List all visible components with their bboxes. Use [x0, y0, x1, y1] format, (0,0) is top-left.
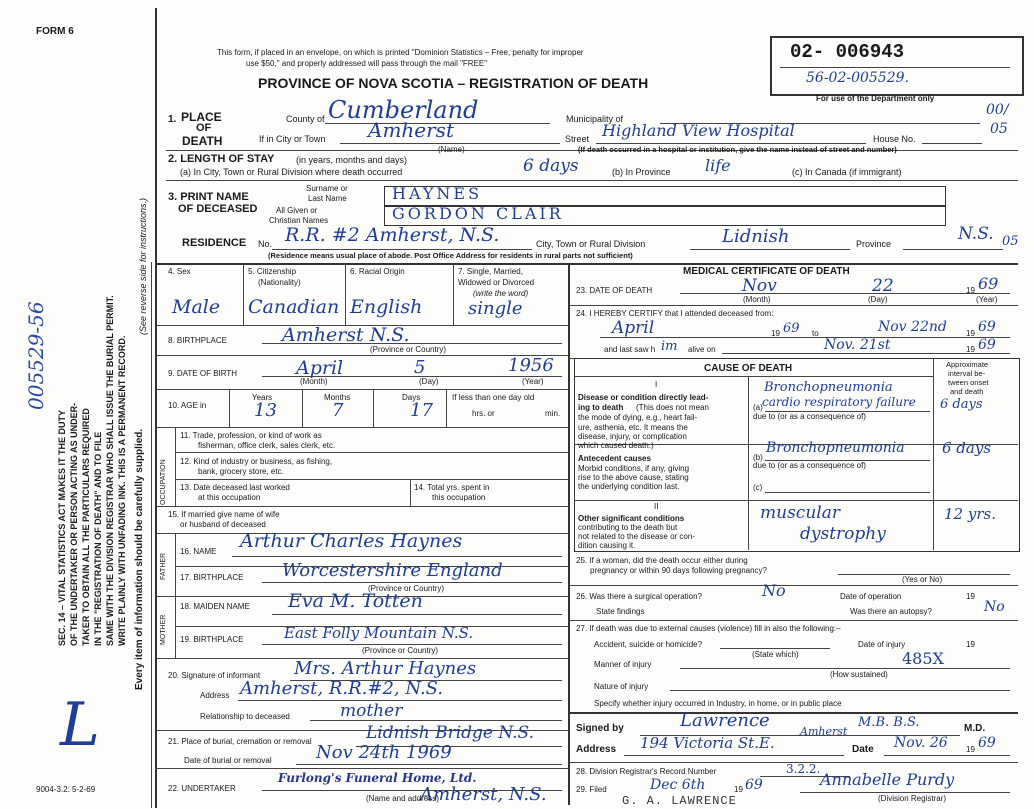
age-label: 10. AGE in	[168, 401, 207, 410]
min-label: min.	[545, 409, 561, 418]
stay-b-value[interactable]: life	[705, 156, 731, 175]
father-bp[interactable]: Worcestershire England	[282, 560, 503, 581]
age-years-label: Years	[252, 393, 273, 402]
code-3: 05	[1002, 234, 1019, 249]
name-label-1: 3. PRINT NAME	[168, 191, 249, 203]
residence-province-label: Province	[856, 239, 892, 249]
city-value[interactable]: Amherst	[368, 118, 454, 142]
sig-date[interactable]: Nov. 26	[894, 735, 948, 751]
mother-name-label: 18. MAIDEN NAME	[180, 602, 250, 611]
dob-label: 9. DATE OF BIRTH	[168, 369, 238, 378]
residence-city-label: City, Town or Rural Division	[536, 239, 646, 249]
county-label: County of	[286, 114, 325, 124]
relationship-value[interactable]: mother	[340, 701, 403, 721]
findings-label: State findings	[596, 607, 645, 616]
father-name-line	[232, 556, 562, 557]
cause-h0	[574, 376, 933, 377]
death-day[interactable]: 22	[872, 276, 894, 296]
mother-side-label: MOTHER	[160, 614, 167, 645]
s1-label-death: DEATH	[182, 134, 223, 148]
form-left-border	[155, 8, 157, 808]
undertaker-stamp: Furlong's Funeral Home, Ltd.	[278, 771, 477, 785]
other-cause-2[interactable]: dystrophy	[800, 524, 886, 544]
q11-line-2: fisherman, office clerk, sales clerk, etc.	[198, 441, 336, 450]
form-number: FORM 6	[36, 26, 74, 37]
rule-r1	[568, 305, 1018, 306]
birthplace-line	[262, 343, 562, 344]
accident-label: Accident, suicide or homicide?	[594, 640, 703, 649]
racial-value[interactable]: English	[350, 296, 423, 318]
death-date-line	[680, 293, 1010, 294]
rule-l5	[175, 452, 568, 453]
burial-place[interactable]: Lidnish Bridge N.S.	[366, 723, 534, 743]
cause-c-label: (c)	[753, 483, 763, 492]
dob-month[interactable]: April	[296, 357, 344, 379]
disease-7: which caused death.)	[578, 441, 654, 450]
death-month[interactable]: Nov	[742, 276, 777, 296]
last-seen-label-2: alive on	[688, 345, 716, 354]
father-bp-label: 17. BIRTHPLACE	[180, 573, 244, 582]
last-year[interactable]: 69	[978, 337, 996, 353]
approx-3: tween onset	[948, 378, 989, 387]
op-year: 19	[966, 592, 975, 601]
surname-label-1: Surname or	[306, 184, 348, 193]
residence-label: RESIDENCE	[182, 237, 247, 249]
residence-province[interactable]: N.S.	[958, 224, 994, 244]
rule-l4	[155, 427, 568, 428]
residence-division[interactable]: Lidnish	[722, 226, 790, 247]
undertaker-line	[262, 790, 562, 791]
dept-use-note: For use of the Department only	[816, 94, 935, 103]
rule-r4	[568, 620, 1018, 621]
injury-date-label: Date of injury	[858, 640, 906, 649]
street-label: Street	[565, 134, 590, 144]
other-1: Other significant conditions	[578, 514, 685, 523]
q15-line-1: 15. If married give name of wife	[168, 510, 280, 519]
op-date-label: Date of operation	[840, 592, 902, 601]
racial-label: 6. Racial Origin	[350, 267, 405, 276]
father-v	[175, 533, 176, 596]
less-than-day-label: If less than one day old	[452, 393, 535, 402]
interval-a[interactable]: 6 days	[940, 397, 983, 412]
burial-label: 21. Place of burial, cremation or removal	[168, 737, 312, 746]
cause-c-line	[765, 492, 930, 493]
attend-line	[600, 337, 1010, 338]
how-sustained-caption: (How sustained)	[830, 670, 888, 679]
age-days[interactable]: 17	[410, 400, 433, 421]
disease-1: Disease or condition directly lead-	[578, 393, 709, 402]
stay-sub: (in years, months and days)	[296, 155, 408, 165]
q15-line-2: or husband of deceased	[180, 520, 266, 529]
other-cause-1[interactable]: muscular	[760, 503, 840, 523]
initials-mark: L	[60, 690, 100, 760]
nature-line	[670, 690, 1010, 691]
house-line	[922, 143, 982, 144]
marital-value[interactable]: single	[468, 298, 523, 319]
father-name-label: 16. NAME	[180, 547, 217, 556]
age-days-label: Days	[402, 393, 421, 402]
physician-qual[interactable]: M.B. B.S.	[858, 715, 920, 730]
stay-label: 2. LENGTH OF STAY	[168, 153, 275, 165]
cause-a2[interactable]: cardio respiratory failure	[762, 395, 916, 409]
rule-stay	[166, 180, 1018, 181]
hrs-label: hrs. or	[472, 409, 495, 418]
rule-r5	[568, 712, 1018, 714]
death-day-caption: (Day)	[868, 295, 888, 304]
s1-label-place: PLACE	[181, 110, 222, 124]
relationship-label: Relationship to deceased	[200, 712, 290, 721]
stay-a-value[interactable]: 6 days	[523, 156, 579, 176]
province-line	[903, 249, 1003, 250]
relationship-line	[310, 720, 562, 721]
mother-v	[175, 596, 176, 658]
last-seen-line	[722, 353, 1010, 354]
father-bp-caption: (Province or Country)	[368, 584, 445, 593]
q14-line-1: 14. Total yrs. spent in	[414, 483, 490, 492]
signed-label: Signed by	[576, 723, 624, 734]
manner-label: Manner of injury	[594, 660, 652, 669]
filed-label: 29. Filed	[576, 785, 607, 794]
approx-2: interval be-	[948, 369, 986, 378]
last-year-prefix: 19	[966, 345, 975, 354]
to-label: to	[812, 329, 819, 338]
informant-signature[interactable]: Mrs. Arthur Haynes	[294, 658, 477, 679]
given-label-2: Christian Names	[269, 216, 329, 225]
cause-a-label: (a)	[753, 403, 763, 412]
cause-b[interactable]: Bronchopneumonia	[766, 440, 905, 456]
disease-4: the mode of dying, e.g., heart fail-	[578, 413, 698, 422]
occupation-side-label: OCCUPATION	[160, 459, 167, 505]
father-bp-line	[262, 582, 562, 583]
name-label-2: OF DECEASED	[178, 203, 258, 215]
q13-line-2: at this occupation	[198, 493, 261, 502]
death-month-caption: (Month)	[743, 295, 771, 304]
accident-line	[720, 648, 830, 649]
sig-address-line	[624, 755, 844, 756]
burial-date-label: Date of burial or removal	[184, 756, 272, 765]
roman-i: I	[655, 380, 658, 389]
rule-l7	[155, 506, 568, 507]
cause-a[interactable]: Bronchopneumonia	[764, 380, 893, 395]
roman-ii: II	[654, 502, 659, 511]
cause-heading: CAUSE OF DEATH	[704, 363, 793, 374]
age-months-label: Months	[324, 393, 351, 402]
print-code: 9004-3.2: 5-2-69	[36, 785, 96, 794]
left-handwritten-number: 005529-56	[24, 301, 48, 410]
reg-number: 02- 006943	[790, 41, 905, 63]
dob-day[interactable]: 5	[414, 357, 426, 378]
sig-date-line	[884, 755, 1010, 756]
age-years[interactable]: 13	[254, 400, 277, 421]
filed-date[interactable]: Dec 6th	[650, 777, 706, 793]
sidebar-rule	[151, 262, 152, 808]
manner-value[interactable]: 485X	[902, 649, 944, 668]
dob-day-caption: (Day)	[419, 377, 439, 386]
disease-5: ure, asthenia, etc. It means the	[578, 423, 688, 432]
attend-from[interactable]: April	[612, 318, 655, 338]
yes-no-caption: (Yes or No)	[902, 575, 943, 584]
age-v2	[302, 389, 303, 427]
sig-address[interactable]: 194 Victoria St.E.	[640, 734, 775, 752]
municipality-label: Municipality of	[566, 114, 624, 124]
due-to-1: due to (or as a consequence of)	[753, 412, 866, 421]
street-value[interactable]: Highland View Hospital	[602, 121, 795, 140]
sig-date-year[interactable]: 69	[978, 735, 996, 751]
age-v3	[373, 389, 374, 427]
surgical-label: 26. Was there a surgical operation?	[576, 592, 702, 601]
record-number[interactable]: 3.2.2.	[786, 762, 821, 776]
rule-l2	[155, 355, 568, 356]
given-label-1: All Given or	[276, 206, 318, 215]
sig-date-label: Date	[852, 744, 874, 755]
disease-2: ing to death	[578, 403, 624, 412]
last-seen-him[interactable]: im	[661, 339, 678, 354]
antecedent-2: Morbid conditions, if any, giving	[578, 464, 690, 473]
sex-label: 4. Sex	[168, 267, 191, 276]
col-v1	[243, 263, 244, 325]
city-name-caption: (Name)	[438, 145, 465, 154]
attend-to[interactable]: Nov 22nd	[878, 319, 947, 335]
other-2: contributing to the death but	[578, 523, 678, 532]
form-title: PROVINCE OF NOVA SCOTIA – REGISTRATION OF DEATH	[258, 75, 649, 91]
cause-h2	[574, 500, 1018, 501]
registrar-signature[interactable]: Annabelle Purdy	[820, 770, 955, 789]
manner-line	[680, 668, 1010, 669]
q11-line-1: 11. Trade, profession, or kind of work as	[180, 431, 322, 440]
disease-3: (This does not mean	[636, 403, 709, 412]
city-line	[340, 143, 560, 144]
registrar-caption: (Division Registrar)	[878, 794, 947, 803]
division-line	[690, 249, 850, 250]
citizenship-sub: (Nationality)	[258, 278, 301, 287]
age-months[interactable]: 7	[332, 400, 344, 421]
from-year[interactable]: 69	[783, 321, 800, 336]
sex-value[interactable]: Male	[172, 296, 221, 318]
q12-line-1: 12. Kind of industry or business, as fishing,	[180, 457, 333, 466]
birthplace-value[interactable]: Amherst N.S.	[282, 324, 410, 346]
q13-line-1: 13. Date deceased last worked	[180, 483, 290, 492]
q25-line-1: 25. If a woman, did the death occur either during	[576, 556, 748, 565]
column-divider	[568, 263, 570, 805]
col-v3	[453, 263, 454, 325]
residence-value[interactable]: R.R. #2 Amherst, N.S.	[285, 224, 500, 246]
age-v1	[229, 389, 230, 427]
dob-month-caption: (Month)	[300, 377, 328, 386]
undertaker-label: 22. UNDERTAKER	[168, 784, 236, 793]
external-label: 27. If death was due to external causes (violence) fill in also the following:–	[576, 624, 841, 633]
mother-name-line	[272, 614, 562, 615]
from-year-prefix: 19	[771, 329, 780, 338]
mother-bp-caption: (Province or Country)	[362, 646, 439, 655]
approx-1: Approximate	[946, 360, 989, 369]
envelope-note-1: This form, if placed in an envelope, on which is printed "Dominion Statistics – Free, penalty for improper	[217, 48, 584, 57]
surname-value[interactable]: HAYNES	[392, 184, 483, 203]
given-value[interactable]: GORDON CLAIR	[392, 204, 564, 223]
last-seen-label-1: and last saw h	[604, 345, 656, 354]
supplied-note: Every item of information should be carefully supplied.	[134, 428, 145, 690]
rule-l3	[155, 389, 568, 390]
mother-name[interactable]: Eva M. Totten	[288, 590, 423, 612]
antecedent-4: the underlying condition last.	[578, 482, 680, 491]
sec14-line-1: SEC. 14 – VITAL STATISTICS ACT MAKES IT THE DUTY	[57, 409, 67, 646]
cause-b-label: (b)	[753, 453, 763, 462]
sig-address-extra[interactable]: Amherst	[800, 725, 848, 738]
other-4: dition causing it.	[578, 541, 636, 550]
printed-name-stamp: G. A. LAWRENCE	[622, 794, 737, 808]
undertaker-caption: (Name and address)	[366, 794, 439, 803]
occ-v2	[410, 479, 411, 506]
sig-address-label: Address	[576, 744, 617, 755]
s1-number: 1.	[168, 114, 177, 125]
q12-line-2: bank, grocery store, etc.	[198, 467, 284, 476]
registrar-line	[800, 792, 1010, 793]
code-1: 00/	[986, 102, 1009, 118]
approx-4: and death	[950, 387, 984, 396]
injury-year: 19	[966, 640, 975, 649]
rule-l14	[155, 768, 568, 769]
cause-v2	[933, 358, 934, 550]
death-year-caption: (Year)	[976, 295, 998, 304]
undertaker-place[interactable]: Amherst, N.S.	[420, 784, 547, 805]
date-of-death-label: 23. DATE OF DEATH	[576, 286, 653, 295]
citizenship-value[interactable]: Canadian	[248, 296, 340, 318]
sec14-line-3: TAKER TO OBTAIN ALL THE PARTICULARS REQUIRED	[81, 408, 91, 646]
antecedent-3: rise to the above cause, stating	[578, 473, 689, 482]
medical-heading: MEDICAL CERTIFICATE OF DEATH	[683, 266, 850, 277]
sec14-line-4: IN THE "REGISTRATION OF DEATH" AND TO FILE	[93, 431, 103, 646]
street-line	[596, 143, 866, 144]
surgical-value[interactable]: No	[762, 581, 786, 600]
father-name[interactable]: Arthur Charles Haynes	[240, 530, 463, 552]
col-v2	[345, 263, 346, 325]
sec14-line-5: SAME WITH THE DIVISION REGISTRAR WHO SHALL ISSUE THE BURIAL PERMIT.	[105, 295, 115, 646]
county-value[interactable]: Cumberland	[328, 96, 479, 124]
burial-date-line	[296, 764, 562, 765]
age-v4	[446, 389, 447, 427]
rule-reg	[780, 67, 1010, 68]
q14-line-2: this occupation	[432, 493, 486, 502]
autopsy-label: Was there an autopsy?	[850, 607, 932, 616]
residence-note: (Residence means usual place of abode. Post Office Address for residents in rural parts not sufficient)	[268, 251, 633, 260]
q25-line-2: pregnancy or within 90 days following pregnancy?	[590, 566, 767, 575]
stay-a-label: (a) In City, Town or Rural Division where death occurred	[180, 167, 403, 177]
antecedent-1: Antecedent causes	[578, 454, 651, 463]
marital-label-3: (write the word)	[473, 289, 529, 298]
house-label: House No.	[873, 134, 916, 144]
filed-year[interactable]: 69	[745, 777, 763, 793]
sec14-line-6: WRITE PLAINLY WITH UNFADING INK. THIS IS A PERMANENT RECORD.	[117, 335, 127, 646]
birthplace-label: 8. BIRTHPLACE	[168, 336, 227, 345]
marital-label-1: 7. Single, Married,	[458, 267, 523, 276]
to-year-prefix: 19	[966, 329, 975, 338]
birthplace-caption: (Province or Country)	[370, 345, 447, 354]
other-3: not related to the disease or con-	[578, 532, 695, 541]
to-year[interactable]: 69	[978, 319, 996, 335]
last-seen-date[interactable]: Nov. 21st	[824, 337, 891, 353]
death-year-prefix: 19	[966, 286, 975, 295]
occ-v	[175, 427, 176, 506]
surname-label-2: Last Name	[308, 194, 347, 203]
father-side-label: FATHER	[160, 552, 167, 580]
sec14-line-2: OF THE UNDERTAKER OR PERSON ACTING AS UNDER-	[69, 402, 79, 646]
stay-c-label: (c) In Canada (if immigrant)	[792, 167, 902, 177]
code-2: 05	[990, 121, 1008, 137]
reverse-note: (See reverse side for instructions.)	[138, 197, 148, 335]
handwritten-reg-number: 56-02-005529.	[806, 70, 909, 86]
residence-no-label: No.	[258, 239, 273, 249]
residence-line	[272, 249, 532, 250]
death-year[interactable]: 69	[978, 274, 999, 293]
md-label: M.D.	[964, 723, 986, 734]
informant-address-label: Address	[200, 691, 230, 700]
dob-year[interactable]: 1956	[508, 355, 554, 376]
nature-label: Nature of injury	[594, 682, 649, 691]
sig-date-year-prefix: 19	[966, 745, 975, 754]
stay-b-label: (b) In Province	[612, 167, 671, 177]
informant-address[interactable]: Amherst, R.R.#2, N.S.	[240, 678, 444, 699]
cause-v1	[748, 376, 749, 550]
city-label: If in City or Town	[259, 134, 326, 144]
disease-6: disease, injury, or complication	[578, 432, 687, 441]
mother-bp-label: 19. BIRTHPLACE	[180, 635, 244, 644]
interval-b[interactable]: 6 days	[942, 439, 992, 457]
hospital-note: (If death occurred in a hospital or institution, give the name instead of street and number)	[578, 145, 897, 154]
specify-label: Specify whether injury occurred in Industry, in home, or in public place	[594, 699, 842, 708]
dob-year-caption: (Year)	[522, 377, 544, 386]
certify-label: 24. I HEREBY CERTIFY that I attended deceased from:	[576, 309, 774, 318]
other-interval[interactable]: 12 yrs.	[944, 505, 996, 523]
state-which-caption: (State which)	[752, 650, 799, 659]
citizenship-label: 5. Citizenship	[248, 267, 297, 276]
marital-label-2: Widowed or Divorced	[458, 278, 535, 287]
s1-label-of: OF	[196, 122, 212, 134]
mother-bp-line	[262, 644, 562, 645]
rule-l6	[175, 479, 568, 480]
burial-date[interactable]: Nov 24th 1969	[316, 742, 452, 763]
autopsy-value[interactable]: No	[984, 599, 1005, 615]
envelope-note-2: use $50," and properly addressed will pass through the mail "FREE"	[246, 59, 488, 68]
record-number-label: 28. Division Registrar's Record Number	[576, 767, 717, 776]
rule-residence	[155, 263, 1018, 265]
rule-r3	[568, 585, 1018, 586]
due-to-2: due to (or as a consequence of)	[753, 461, 866, 470]
signed-by[interactable]: Lawrence	[680, 710, 770, 731]
mother-bp[interactable]: East Folly Mountain N.S.	[284, 624, 474, 642]
filed-year-prefix: 19	[734, 785, 743, 794]
informant-sig-label: 20. Signature of informant	[168, 671, 261, 680]
